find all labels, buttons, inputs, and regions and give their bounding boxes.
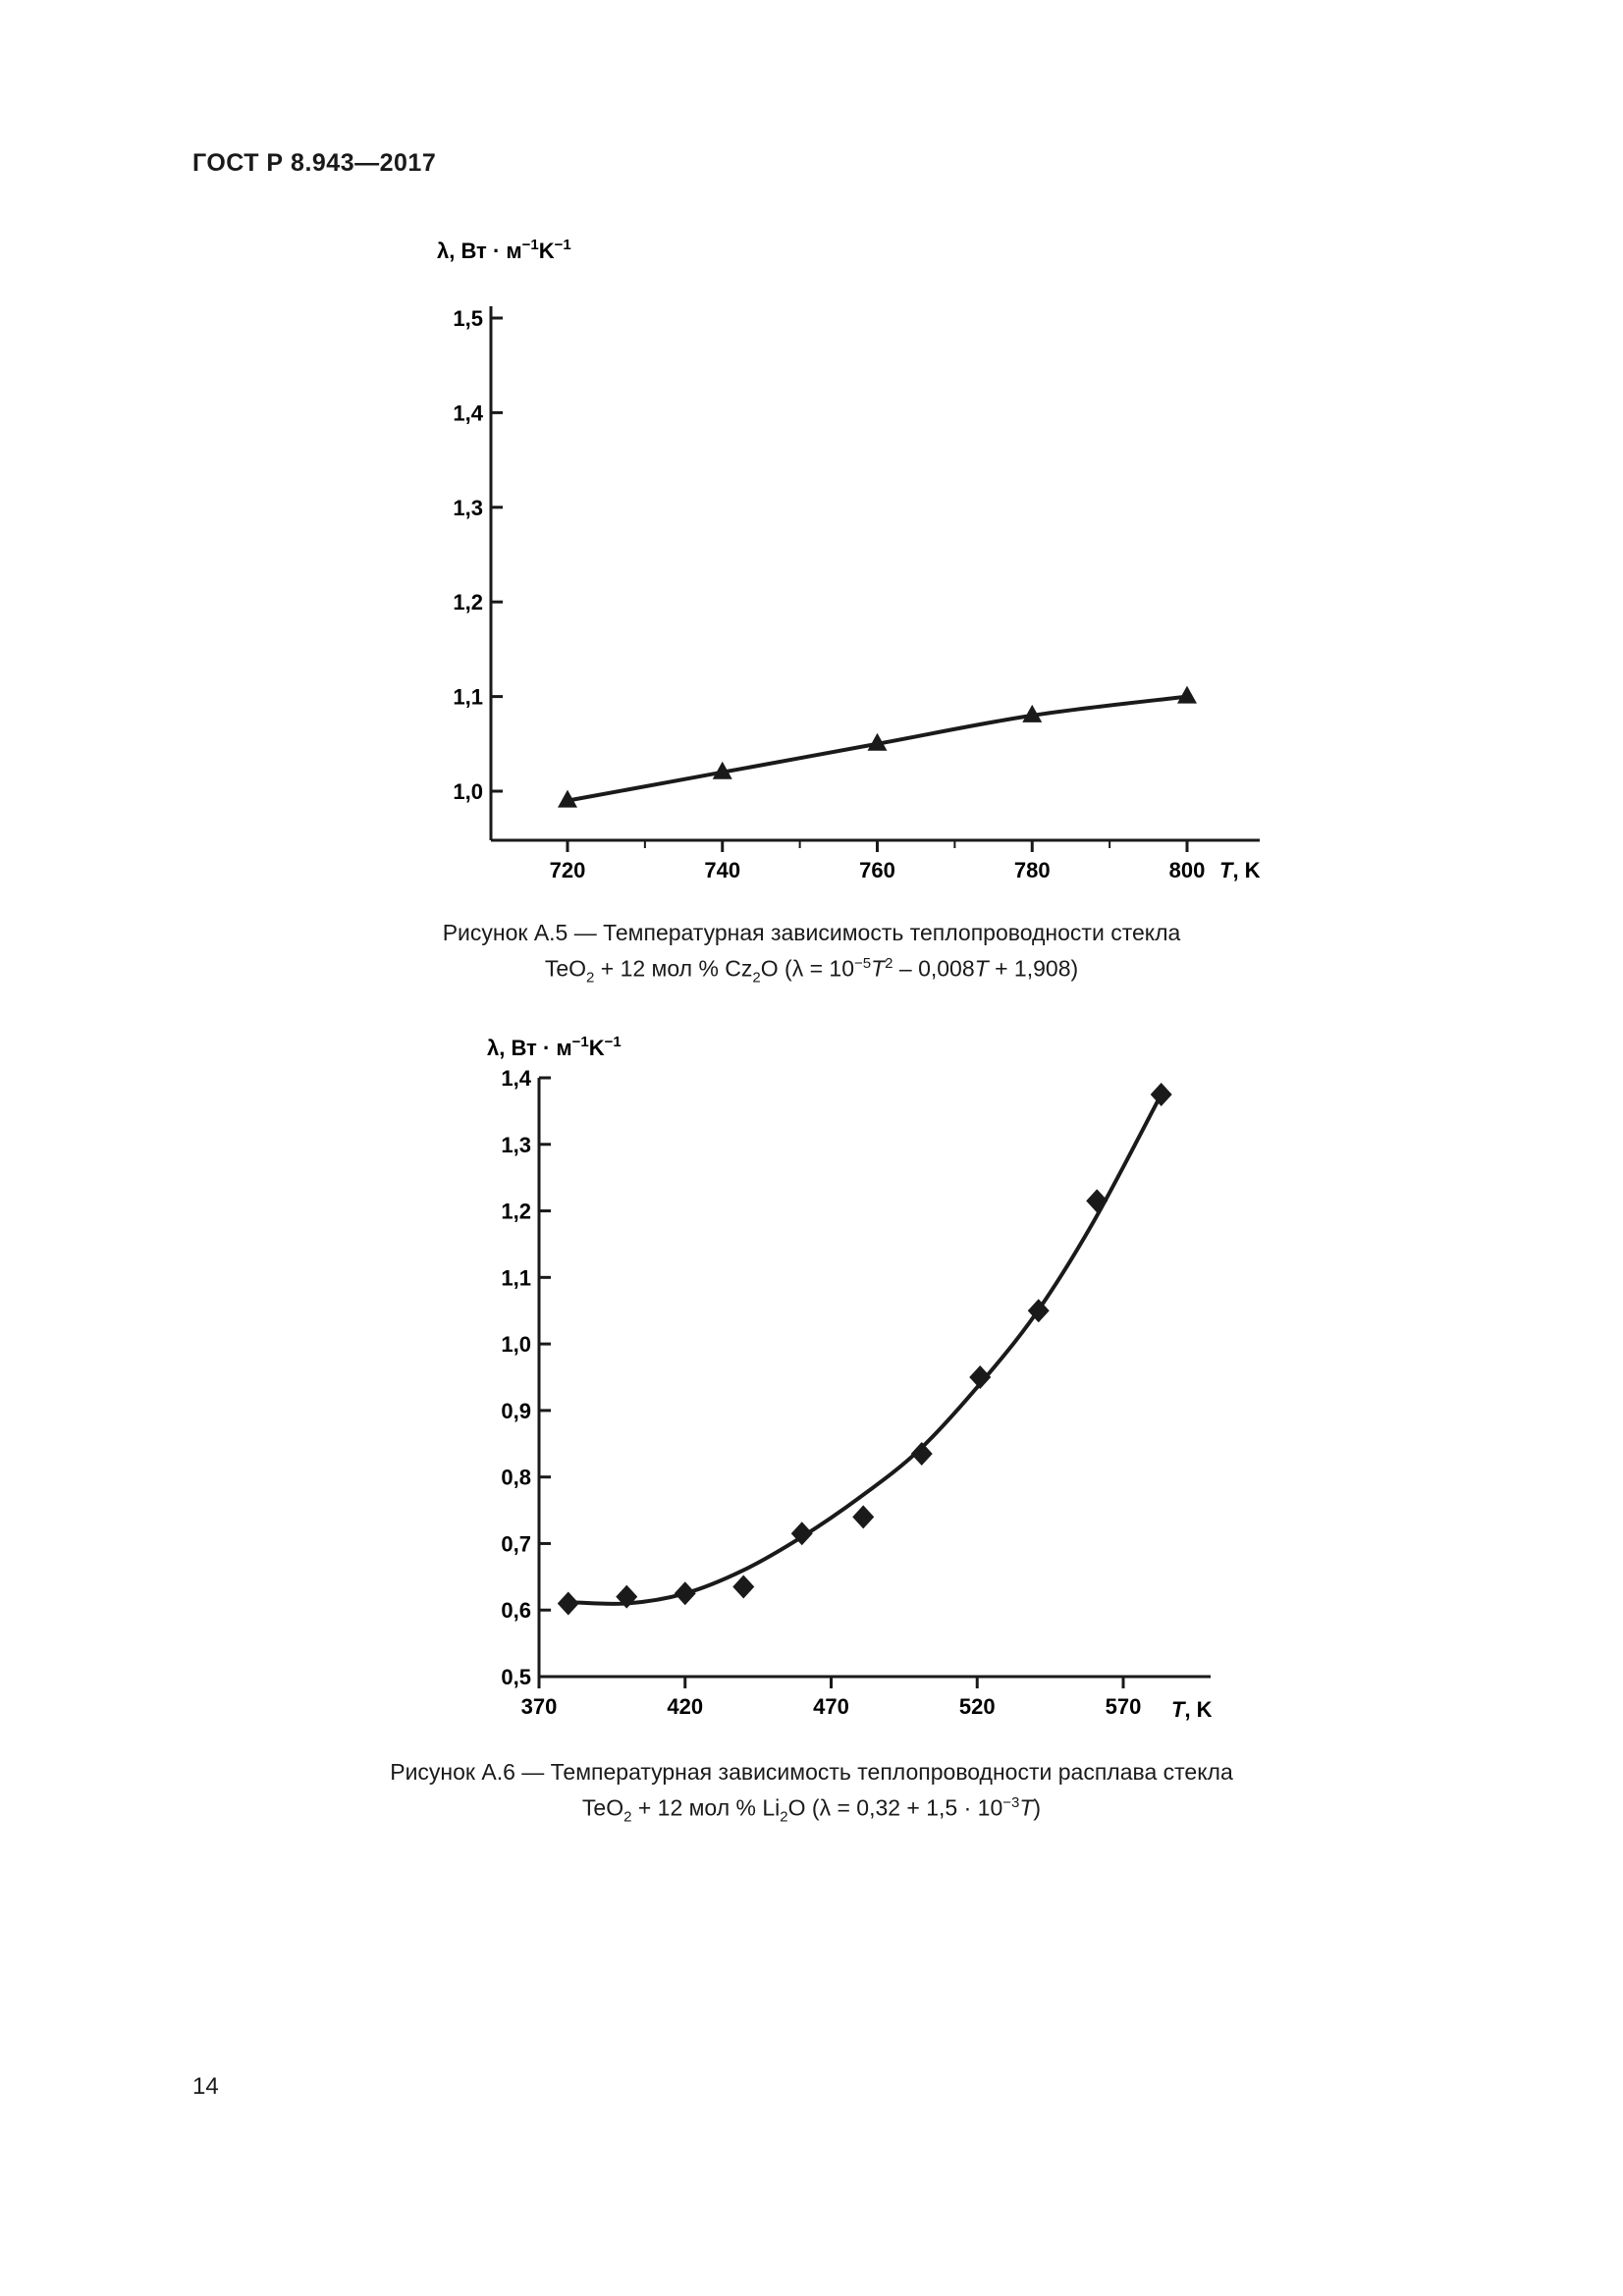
chart2-data-point [852, 1505, 874, 1528]
chart2-data-point [1086, 1189, 1108, 1212]
chart1-ytick-label: 1,0 [453, 779, 483, 804]
chart1-xtick-label: 780 [1013, 858, 1051, 882]
chart2-data-point [675, 1581, 696, 1605]
figure-a5-caption-line1: Рисунок А.5 — Температурная зависимость теплопроводности стекла [442, 920, 1181, 945]
chart2-xtick-label: 520 [958, 1694, 996, 1719]
chart2-data-point [911, 1442, 933, 1466]
figure-a6-caption-formula: TeO$_2$ + 12 мол % $Li_2O$ $(\lambda = 0,32 + 1,5 \cdot 10^{-3}T)$ [581, 1794, 1042, 1826]
figure-a6-caption [0, 1757, 1623, 1832]
chart2-ytick-label: 0,6 [501, 1598, 531, 1624]
chart2-data-point [969, 1365, 991, 1389]
chart1-ytick-label: 1,1 [453, 684, 483, 710]
chart2-xtick-label: 470 [813, 1694, 849, 1719]
chart2-xtick-label: 370 [520, 1694, 558, 1719]
page-number: 14 [192, 2073, 219, 2100]
figure-a6-caption-line1: Рисунок А.6 — Температурная зависимость теплопроводности расплава стекла [390, 1759, 1233, 1785]
chart2-ytick-label: 1,3 [501, 1132, 531, 1157]
chart2-data-point [732, 1575, 754, 1599]
chart2-ytick-label: 1,4 [501, 1066, 531, 1091]
chart2-xtick-label: 420 [667, 1694, 704, 1719]
chart1-ytick-label: 1,2 [453, 590, 483, 615]
chart1-xtick-label: 800 [1168, 858, 1206, 882]
chart2-ylabel: λ, Вт · $м^{-1}K^{-1}$ [487, 1034, 622, 1060]
chart2-ytick-label: 1,0 [501, 1332, 531, 1358]
chart1-ytick-label: 1,3 [453, 495, 483, 520]
chart2-data-point [558, 1591, 579, 1615]
chart2-ytick-label: 0,8 [501, 1465, 531, 1490]
chart1-xtick-label: 760 [859, 858, 895, 882]
chart2-ytick-label: 1,2 [501, 1199, 531, 1224]
chart1-xtick-label: 740 [704, 858, 741, 882]
chart2-fit-curve [568, 1095, 1162, 1604]
chart1-ylabel: λ, Вт · $м^{-1}K^{-1}$ [437, 237, 571, 263]
chart2-ytick-label: 0,7 [501, 1531, 531, 1557]
chart1-ytick-label: 1,5 [453, 306, 483, 331]
chart1-xtick-label: 720 [549, 858, 586, 882]
chart2-xtick-label: 570 [1105, 1694, 1142, 1719]
chart1-xlabel: T, K [1219, 858, 1261, 882]
document-header: ГОСТ Р 8.943—2017 [192, 149, 437, 177]
chart2-ytick-label: 1,1 [501, 1265, 531, 1291]
chart2-ytick-label: 0,5 [501, 1665, 531, 1689]
figure-a5-caption-formula: TeO$_2$ + 12 мол % $Cz_2O$ $(\lambda = 10^{-5}T^2 - 0,008T + 1,908)$ [544, 955, 1079, 987]
chart2-data-point [1151, 1083, 1172, 1106]
chart2-xlabel: T, K [1171, 1697, 1213, 1722]
chart1-ytick-label: 1,4 [453, 400, 483, 426]
chart2-ytick-label: 0,9 [501, 1398, 531, 1423]
